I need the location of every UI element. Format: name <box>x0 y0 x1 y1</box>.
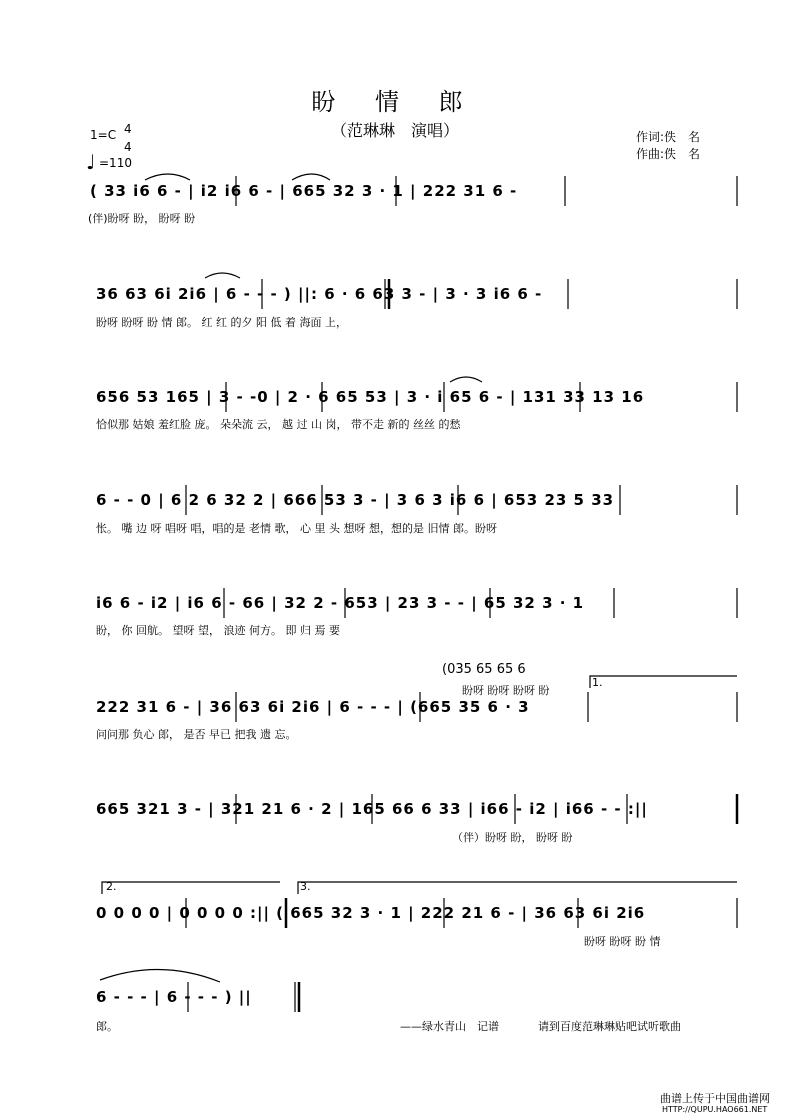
interlude-lyrics: 盼呀 盼呀 盼呀 盼 <box>462 684 550 697</box>
meter-top: 4 <box>124 122 132 136</box>
score-system-9: 6 - - - | 6 - - - ) || <box>96 988 252 1006</box>
meter-bottom: 4 <box>124 140 132 154</box>
quarter-note-icon: ♩ <box>86 150 96 174</box>
score-system-7: 665 321 3 - | 321 21 6 · 2 | 165 66 6 33 | i66 - i2 | i66 - - :|| <box>96 800 648 818</box>
score-system-6: 222 31 6 - | 36 63 6i 2i6 | 6 - - - | (665 35 6 · 3 <box>96 698 530 716</box>
listen-note: 请到百度范琳琳贴吧试听歌曲 <box>538 1020 681 1033</box>
song-title: 盼 情 郎 <box>311 88 479 116</box>
lyrics-line-1: (伴)盼呀 盼， 盼呀 盼 <box>88 212 196 225</box>
lyrics-line-2: 盼呀 盼呀 盼 情 郎。 红 红 的夕 阳 低 着 海面 上， <box>96 316 347 329</box>
watermark-url: HTTP://QUPU.HAO661.NET <box>662 1105 768 1114</box>
volta-first-label: 1. <box>592 676 603 689</box>
score-system-2: 36 63 6i 2i6 | 6 - - - ) ||: 6 · 6 63 3 - | 3 · 3 i6 6 - <box>96 285 543 303</box>
lyrics-line-4: 怅。 嘴 边 呀 唱呀 唱，唱的是 老情 歌， 心 里 头 想呀 想，想的是 旧情 郎。盼呀 <box>96 522 497 535</box>
key-signature: 1=C <box>90 128 117 142</box>
composer-credit: 作曲:佚 名 <box>636 147 701 161</box>
score-system-8: 0 0 0 0 | 0 0 0 0 :|| ( 665 32 3 · 1 | 222 21 6 - | 36 63 6i 2i6 <box>96 904 646 922</box>
volta-third-label: 3. <box>300 880 311 893</box>
score-system-1: ( 33 i6 6 - | i2 i6 6 - | 665 32 3 · 1 | 222 31 6 - <box>90 182 518 200</box>
performer-subtitle: （范琳琳 演唱） <box>330 121 459 140</box>
transcriber-credit: ——绿水青山 记谱 <box>400 1020 499 1033</box>
lyrics-line-9: 郎。 <box>96 1020 118 1033</box>
lyrics-line-6: 问问那 负心 郎， 是否 早已 把我 遗 忘。 <box>96 728 297 741</box>
lyrics-line-8: 盼呀 盼呀 盼 情 <box>584 935 661 948</box>
score-system-5: i6 6 - i2 | i6 6 - 66 | 32 2 - 653 | 23 3 - - | 65 32 3 · 1 <box>96 594 585 612</box>
lyrics-line-5: 盼， 你 回航。 望呀 望， 浪迹 何方。 即 归 焉 要 <box>96 624 340 637</box>
tempo-marking: =110 <box>99 156 132 170</box>
lyrics-line-3: 恰似那 姑娘 羞红脸 庞。 朵朵流 云， 越 过 山 岗， 带不走 新的 丝丝 的愁 <box>96 418 461 431</box>
score-system-3: 656 53 165 | 3 - -0 | 2 · 6 65 53 | 3 · i 65 6 - | 131 33 13 16 <box>96 388 645 406</box>
volta-second-label: 2. <box>106 880 117 893</box>
interlude-notes: (035 65 65 6 <box>442 662 526 677</box>
score-system-4: 6 - - 0 | 6 2 6 32 2 | 666 53 3 - | 3 6 3 i6 6 | 653 23 5 33 <box>96 491 615 509</box>
watermark-site-name: 曲谱上传于中国曲谱网 <box>660 1092 770 1105</box>
lyrics-line-7: （伴）盼呀 盼， 盼呀 盼 <box>452 831 573 844</box>
lyricist-credit: 作词:佚 名 <box>636 130 701 144</box>
